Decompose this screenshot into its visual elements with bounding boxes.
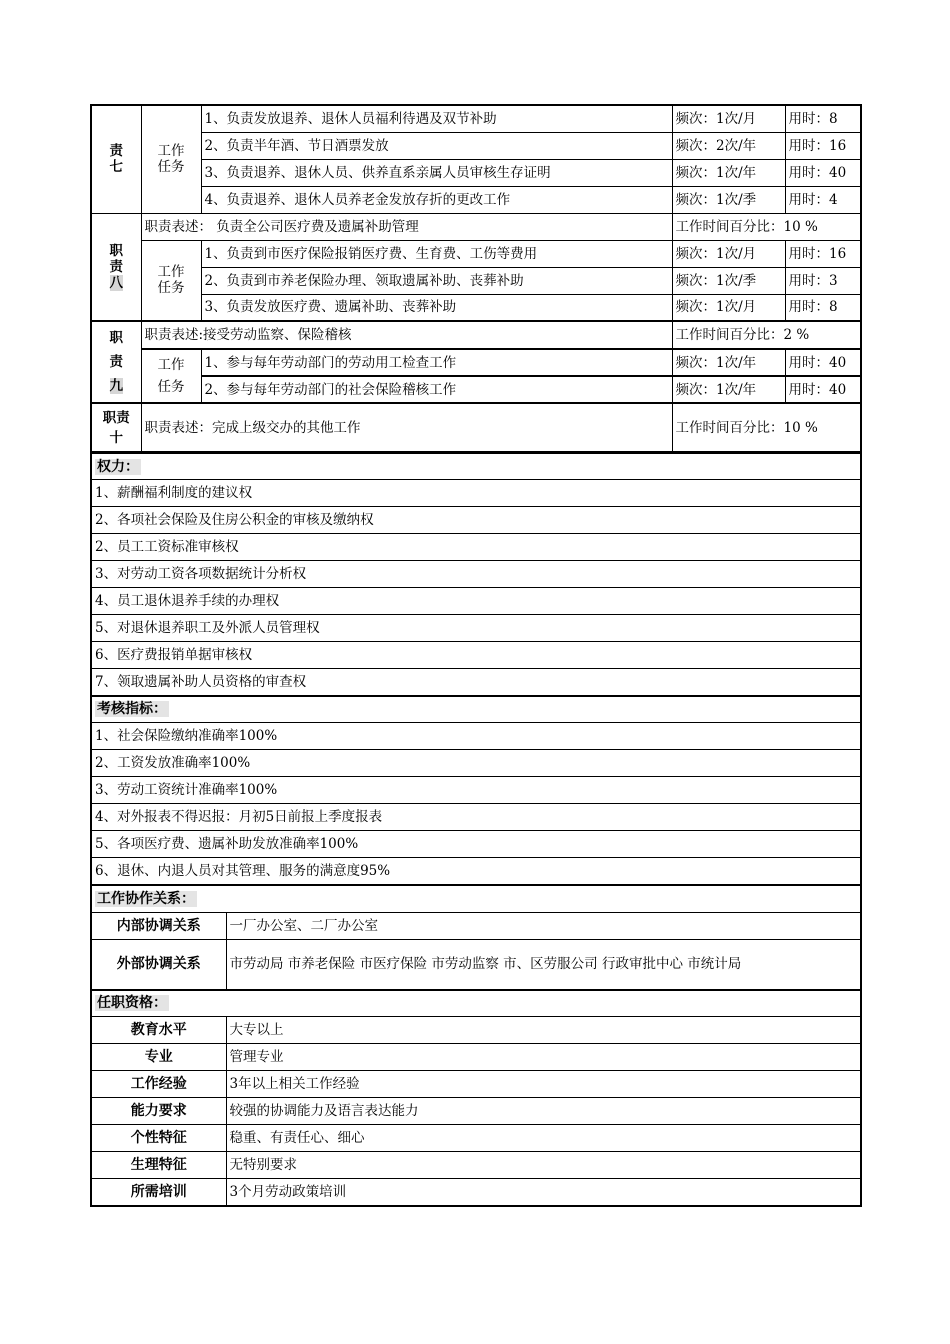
qualification-row [91, 1044, 861, 1071]
internal-relations-value: 一厂办公室、二厂办公室 [226, 913, 861, 940]
relations-header-row [91, 885, 861, 913]
duty-description: 职责表述： 负责全公司医疗费及遗属补助管理 [141, 213, 672, 240]
duty-seven-task-row [91, 159, 861, 186]
qualification-value: 大专以上 [226, 1017, 861, 1044]
external-relations-label: 外部协调关系 [91, 940, 226, 990]
duty-eight-desc-row [91, 213, 861, 240]
kpi-section-title: 考核指标： [91, 696, 861, 723]
task-frequency: 频次：1次/年 [672, 376, 785, 403]
duty-ten-row [91, 403, 861, 452]
duty-nine-desc-row [91, 321, 861, 349]
task-text: 2、参与每年劳动部门的社会保险稽核工作 [201, 376, 672, 403]
qualification-value: 无特别要求 [226, 1152, 861, 1179]
task-hours: 用时：16 [785, 240, 861, 267]
power-item: 2、各项社会保险及住房公积金的审核及缴纳权 [91, 507, 861, 534]
task-text: 1、参与每年劳动部门的劳动用工检查工作 [201, 349, 672, 376]
task-frequency: 频次：1次/月 [672, 294, 785, 321]
task-hours: 用时：40 [785, 159, 861, 186]
task-hours: 用时：40 [785, 349, 861, 376]
task-frequency: 频次：1次/季 [672, 267, 785, 294]
qualification-row [91, 1071, 861, 1098]
qualification-label: 能力要求 [91, 1098, 226, 1125]
task-frequency: 频次：1次/季 [672, 186, 785, 213]
task-hours: 用时：16 [785, 132, 861, 159]
task-frequency: 频次：1次/月 [672, 105, 785, 132]
duty-nine-label: 职 责 九 [91, 321, 141, 403]
kpi-item: 1、社会保险缴纳准确率100% [91, 723, 861, 750]
task-text: 2、负责到市养老保险办理、领取遗属补助、丧葬补助 [201, 267, 672, 294]
duty-eight-task-label: 工作 任务 [141, 240, 201, 321]
task-text: 2、负责半年酒、节日酒票发放 [201, 132, 672, 159]
task-frequency: 频次：1次/年 [672, 349, 785, 376]
qualification-value: 3个月劳动政策培训 [226, 1179, 861, 1206]
duty-ten-label: 职责 十 [91, 403, 141, 452]
task-hours: 用时：40 [785, 376, 861, 403]
task-text: 4、负责退养、退休人员养老金发放存折的更改工作 [201, 186, 672, 213]
qualification-row [91, 1017, 861, 1044]
qualification-row [91, 1098, 861, 1125]
duty-seven-task-row [91, 132, 861, 159]
qualification-label: 所需培训 [91, 1179, 226, 1206]
qualification-value: 3年以上相关工作经验 [226, 1071, 861, 1098]
details-table [90, 453, 862, 1207]
task-frequency: 频次：1次/年 [672, 159, 785, 186]
task-text: 1、负责到市医疗保险报销医疗费、生育费、工伤等费用 [201, 240, 672, 267]
qualification-row [91, 1179, 861, 1206]
kpi-item: 5、各项医疗费、遗属补助发放准确率100% [91, 831, 861, 858]
relations-section-title: 工作协作关系： [91, 885, 861, 913]
duty-seven-task-label: 工作 任务 [141, 105, 201, 213]
task-hours: 用时：3 [785, 267, 861, 294]
task-frequency: 频次：1次/月 [672, 240, 785, 267]
power-item: 4、员工退休退养手续的办理权 [91, 588, 861, 615]
power-item: 3、对劳动工资各项数据统计分析权 [91, 561, 861, 588]
kpi-item: 4、对外报表不得迟报：月初5日前报上季度报表 [91, 804, 861, 831]
duty-seven-label: 责 七 [91, 105, 141, 213]
external-relations-row [91, 940, 861, 990]
kpi-item: 2、工资发放准确率100% [91, 750, 861, 777]
kpi-item: 6、退休、内退人员对其管理、服务的满意度95% [91, 858, 861, 885]
external-relations-value: 市劳动局 市养老保险 市医疗保险 市劳动监察 市、区劳服公司 行政审批中心 市统计局 [226, 940, 861, 990]
qualification-value: 管理专业 [226, 1044, 861, 1071]
task-text: 3、负责退养、退休人员、供养直系亲属人员审核生存证明 [201, 159, 672, 186]
job-description-sheet [90, 104, 860, 1207]
kpi-item: 3、劳动工资统计准确率100% [91, 777, 861, 804]
qualification-label: 教育水平 [91, 1017, 226, 1044]
duty-eight-label: 职 责 八 [91, 213, 141, 321]
duty-nine-task-label: 工作 任务 [141, 349, 201, 403]
task-hours: 用时：4 [785, 186, 861, 213]
duty-eight-task-row [91, 240, 861, 267]
duty-eight-task-row [91, 267, 861, 294]
qualification-label: 生理特征 [91, 1152, 226, 1179]
task-hours: 用时：8 [785, 105, 861, 132]
qualification-label: 个性特征 [91, 1125, 226, 1152]
qualifications-section-title: 任职资格： [91, 990, 861, 1017]
task-text: 1、负责发放退养、退休人员福利待遇及双节补助 [201, 105, 672, 132]
duties-table [90, 104, 862, 453]
power-item: 2、员工工资标准审核权 [91, 534, 861, 561]
duty-time-percent: 工作时间百分比：10 % [672, 403, 861, 452]
powers-header-row [91, 454, 861, 480]
power-item: 5、对退休退养职工及外派人员管理权 [91, 615, 861, 642]
power-item: 6、医疗费报销单据审核权 [91, 642, 861, 669]
task-hours: 用时：8 [785, 294, 861, 321]
duty-seven-task-row [91, 186, 861, 213]
internal-relations-label: 内部协调关系 [91, 913, 226, 940]
duty-seven-task-row [91, 105, 861, 132]
duty-nine-task-row [91, 376, 861, 403]
duty-time-percent: 工作时间百分比：2 % [672, 321, 861, 349]
qualification-value: 较强的协调能力及语言表达能力 [226, 1098, 861, 1125]
task-text: 3、负责发放医疗费、遗属补助、丧葬补助 [201, 294, 672, 321]
duty-description: 职责表述:接受劳动监察、保险稽核 [141, 321, 672, 349]
kpi-header-row [91, 696, 861, 723]
qualification-value: 稳重、有责任心、细心 [226, 1125, 861, 1152]
power-item: 1、薪酬福利制度的建议权 [91, 480, 861, 507]
qualification-label: 专业 [91, 1044, 226, 1071]
qualification-row [91, 1125, 861, 1152]
qualifications-header-row [91, 990, 861, 1017]
internal-relations-row [91, 913, 861, 940]
duty-eight-task-row [91, 294, 861, 321]
powers-section-title: 权力： [91, 454, 861, 480]
qualification-row [91, 1152, 861, 1179]
power-item: 7、领取遗属补助人员资格的审查权 [91, 669, 861, 696]
duty-nine-task-row [91, 349, 861, 376]
duty-description: 职责表述：完成上级交办的其他工作 [141, 403, 672, 452]
task-frequency: 频次：2次/年 [672, 132, 785, 159]
qualification-label: 工作经验 [91, 1071, 226, 1098]
duty-time-percent: 工作时间百分比：10 % [672, 213, 861, 240]
